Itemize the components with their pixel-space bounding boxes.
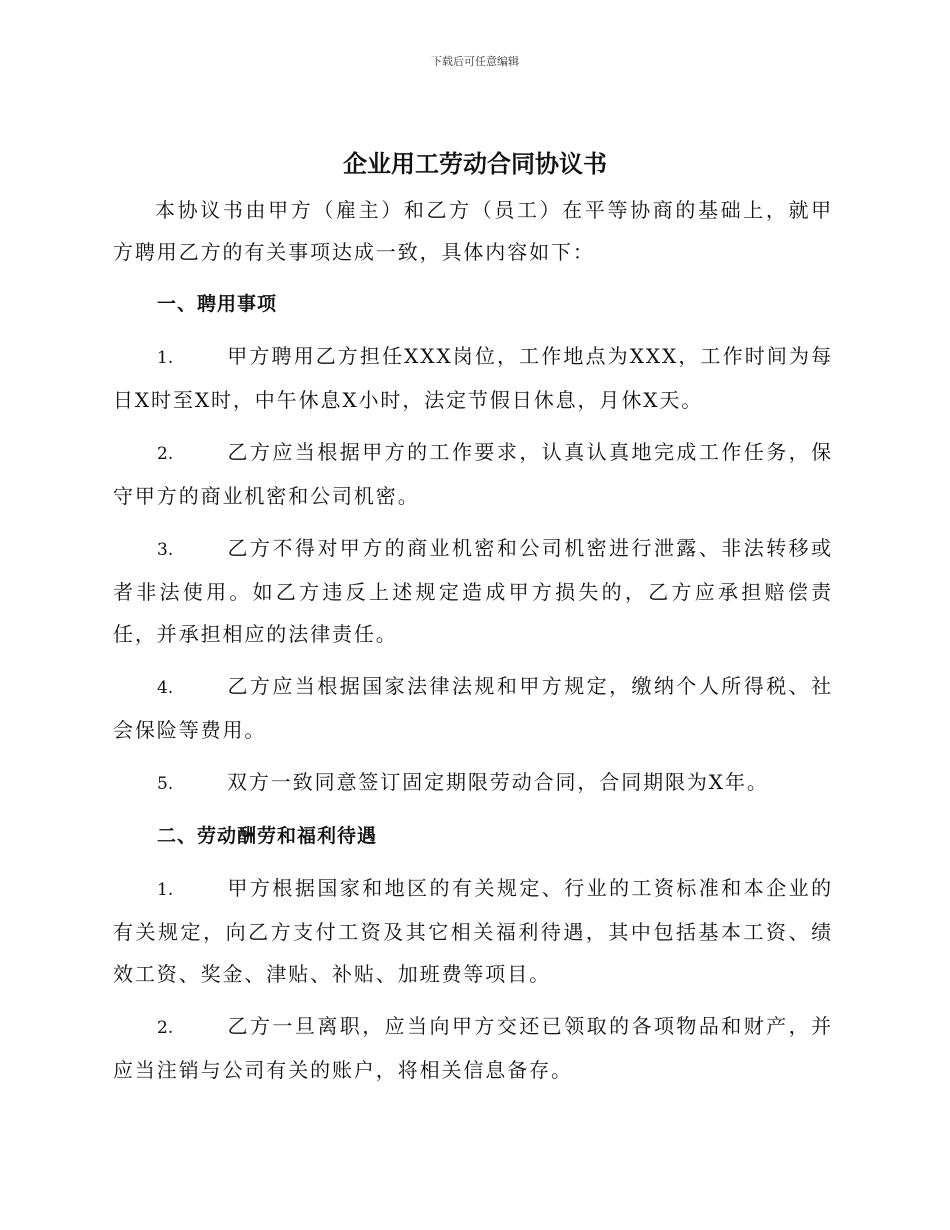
clause-text: 甲方聘用乙方担任XXX岗位，工作地点为XXX，工作时间为每日X时至X时，中午休息X小时，法定节假日休息，月休X天。	[113, 344, 833, 412]
section-heading: 一、聘用事项	[157, 293, 278, 315]
clause-text: 乙方一旦离职，应当向甲方交还已领取的各项物品和财产，并应当注销与公司有关的账户，将相关信息备存。	[113, 1014, 833, 1082]
clause	[113, 665, 833, 751]
clause-text: 甲方根据国家和地区的有关规定、行业的工资标准和本企业的有关规定，向乙方支付工资及其它相关福利待遇，其中包括基本工资、绩效工资、奖金、津贴、补贴、加班费等项目。	[113, 876, 833, 986]
clause-number: 1.	[157, 880, 174, 900]
clause	[113, 761, 833, 805]
clause	[113, 431, 833, 517]
clause-number: 5.	[157, 774, 174, 794]
clause-number: 3.	[157, 540, 174, 560]
clause-text: 乙方应当根据国家法律法规和甲方规定，缴纳个人所得税、社会保险等费用。	[113, 674, 833, 742]
section-heading: 二、劳动酬劳和福利待遇	[157, 825, 378, 847]
clause-text: 双方一致同意签订固定期限劳动合同，合同期限为X年。	[227, 770, 769, 794]
section-1	[113, 283, 833, 805]
intro-paragraph: 本协议书由甲方（雇主）和乙方（员工）在平等协商的基础上，就甲方聘用乙方的有关事项达成一致，具体内容如下：	[113, 198, 833, 264]
header-note: 下载后可任意编辑	[431, 55, 519, 68]
clause	[113, 527, 833, 655]
clause	[113, 1005, 833, 1091]
document-title: 企业用工劳动合同协议书	[343, 150, 607, 178]
clause	[113, 335, 833, 421]
clause-number: 2.	[157, 444, 174, 464]
clause-number: 4.	[157, 678, 174, 698]
clause-text: 乙方应当根据甲方的工作要求，认真认真地完成工作任务，保守甲方的商业机密和公司机密。	[113, 440, 833, 508]
clause-number: 2.	[157, 1018, 174, 1038]
document-body	[113, 189, 833, 1101]
clause	[113, 867, 833, 995]
section-2	[113, 815, 833, 1091]
clause-text: 乙方不得对甲方的商业机密和公司机密进行泄露、非法转移或者非法使用。如乙方违反上述规定造成甲方损失的，乙方应承担赔偿责任，并承担相应的法律责任。	[113, 536, 833, 646]
clause-number: 1.	[157, 348, 174, 368]
